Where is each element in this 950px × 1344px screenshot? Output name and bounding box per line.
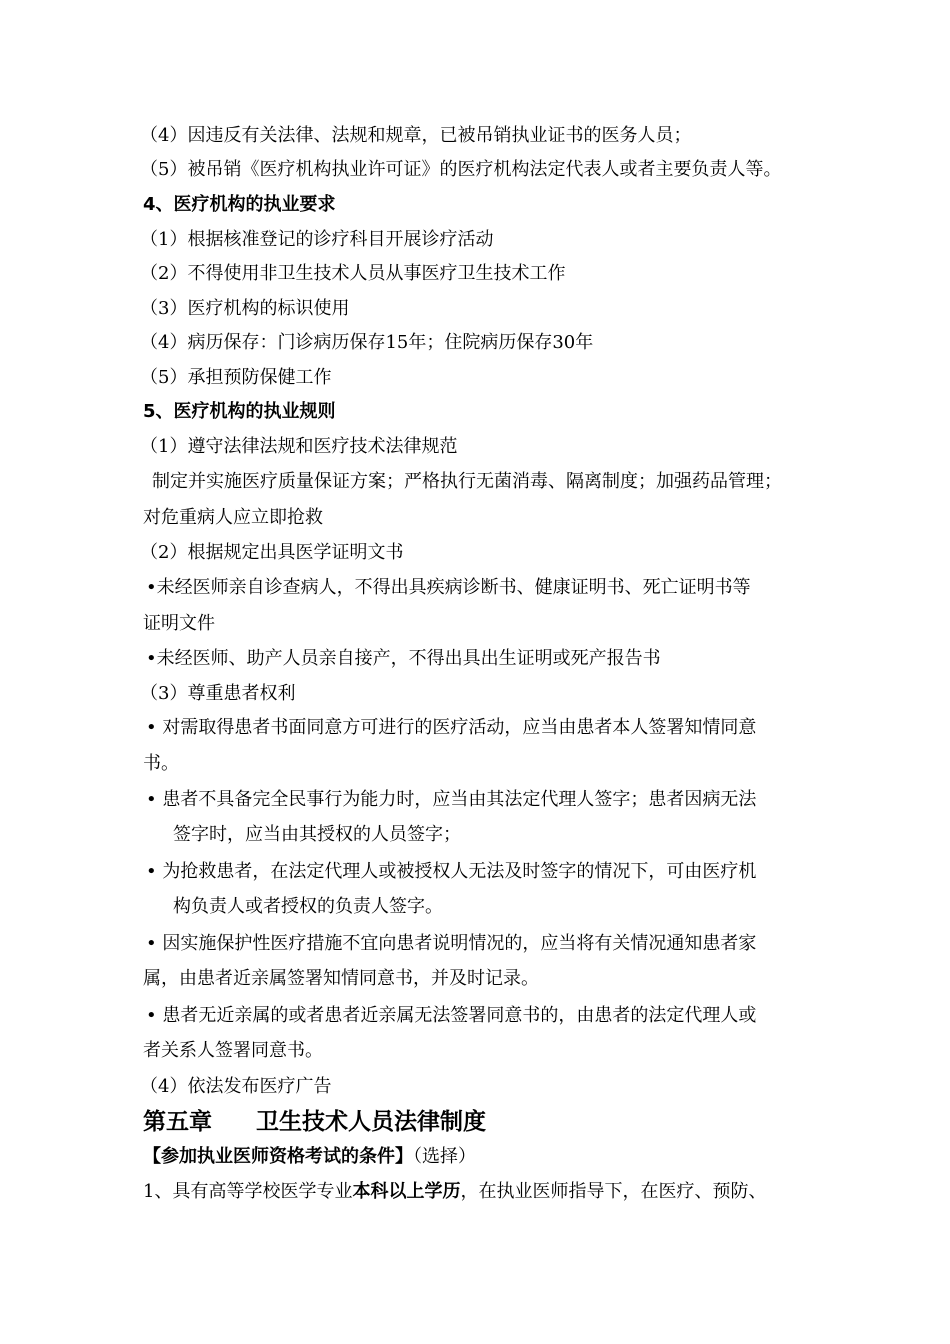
bullet-line: •未经医师、助产人员亲自接产，不得出具出生证明或死产报告书: [146, 648, 661, 669]
text-line: （1）根据核准登记的诊疗科目开展诊疗活动: [140, 229, 494, 250]
text-line: （5）被吊销《医疗机构执业许可证》的医疗机构法定代表人或者主要负责人等。: [140, 159, 782, 180]
text-line: （4）病历保存：门诊病历保存15年；住院病历保存30年: [140, 332, 594, 353]
bullet-line: • 因实施保护性医疗措施不宜向患者说明情况的，应当将有关情况通知患者家: [146, 933, 757, 954]
condition-text-after: ，在执业医师指导下，在医疗、预防、: [460, 1181, 767, 1202]
section-heading: 5、医疗机构的执业规则: [143, 401, 336, 422]
condition-text-before: 1、具有高等学校医学专业: [143, 1181, 353, 1202]
exam-heading-bold: 【参加执业医师资格考试的条件】: [143, 1146, 413, 1167]
text-line: 书。: [143, 753, 179, 774]
text-line: 签字时，应当由其授权的人员签字；: [173, 824, 461, 845]
exam-heading-note: （选择）: [413, 1146, 476, 1167]
bullet-line: • 对需取得患者书面同意方可进行的医疗活动，应当由患者本人签署知情同意: [146, 717, 757, 738]
text-line: （3）尊重患者权利: [140, 683, 296, 704]
exam-conditions-heading: [143, 1145, 476, 1169]
text-line: （2）不得使用非卫生技术人员从事医疗卫生技术工作: [140, 263, 566, 284]
text-line: 构负责人或者授权的负责人签字。: [173, 896, 443, 917]
chapter-title: 卫生技术人员法律制度: [256, 1109, 486, 1135]
text-line: 者关系人签署同意书。: [143, 1040, 323, 1061]
text-line: 属，由患者近亲属签署知情同意书，并及时记录。: [143, 968, 539, 989]
text-line: （3）医疗机构的标识使用: [140, 298, 350, 319]
bullet-line: •未经医师亲自诊查病人，不得出具疾病诊断书、健康证明书、死亡证明书等: [146, 577, 751, 598]
text-line: （4）因违反有关法律、法规和规章，已被吊销执业证书的医务人员；: [140, 125, 692, 146]
chapter-number: 第五章: [143, 1109, 212, 1135]
section-heading: 4、医疗机构的执业要求: [143, 194, 336, 215]
text-line: 证明文件: [143, 613, 215, 634]
bullet-line: • 为抢救患者，在法定代理人或被授权人无法及时签字的情况下，可由医疗机: [146, 861, 757, 882]
text-line: （1）遵守法律法规和医疗技术法律规范: [140, 436, 458, 457]
chapter-heading: [143, 1107, 486, 1137]
condition-text-bold: 本科以上学历: [352, 1181, 461, 1202]
text-line: （4）依法发布医疗广告: [140, 1076, 332, 1097]
condition-line: [143, 1180, 766, 1204]
text-line: 对危重病人应立即抢救: [143, 507, 323, 528]
bullet-line: • 患者无近亲属的或者患者近亲属无法签署同意书的，由患者的法定代理人或: [146, 1005, 757, 1026]
text-line: （2）根据规定出具医学证明文书: [140, 542, 404, 563]
text-line: （5）承担预防保健工作: [140, 367, 332, 388]
text-line: 制定并实施医疗质量保证方案；严格执行无菌消毒、隔离制度；加强药品管理；: [152, 471, 782, 492]
bullet-line: • 患者不具备完全民事行为能力时，应当由其法定代理人签字；患者因病无法: [146, 789, 757, 810]
